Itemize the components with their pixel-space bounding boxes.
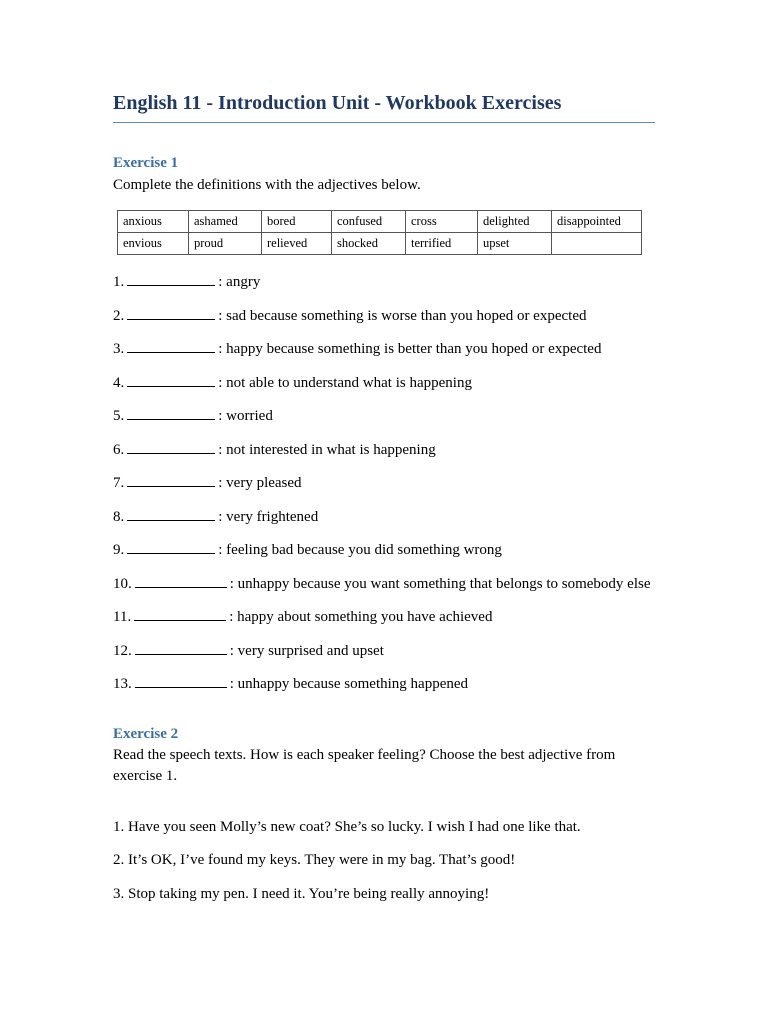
word-bank-cell: shocked — [332, 233, 406, 255]
word-bank-empty-cell — [552, 233, 642, 255]
page-title: English 11 - Introduction Unit - Workbook Exercises — [113, 92, 655, 123]
word-bank-cell: confused — [332, 211, 406, 233]
word-bank-cell: delighted — [478, 211, 552, 233]
word-bank-cell: cross — [406, 211, 478, 233]
definition-text: : unhappy because you want something that belongs to somebody else — [229, 575, 651, 592]
answer-blank[interactable] — [127, 407, 215, 420]
exercise2-instruction: Read the speech texts. How is each speaker feeling? Choose the best adjective from exercise 1. — [113, 747, 616, 784]
definition-item — [113, 608, 492, 626]
definition-text: : very frightened — [218, 508, 319, 525]
word-bank-row — [118, 211, 642, 233]
word-bank-cell: envious — [118, 233, 189, 255]
answer-blank[interactable] — [127, 374, 215, 387]
definition-text: : worried — [218, 408, 273, 424]
definition-item — [113, 374, 472, 392]
definition-item — [113, 508, 318, 526]
answer-blank[interactable] — [127, 273, 215, 286]
definition-text: : happy because something is better than you hoped or expected — [218, 341, 602, 357]
answer-blank[interactable] — [135, 642, 227, 655]
word-bank-cell: ashamed — [189, 211, 262, 233]
definition-text: : feeling bad because you did something wrong — [218, 542, 502, 558]
definition-number: 6. — [113, 441, 125, 458]
word-bank-cell: bored — [262, 211, 332, 233]
speech-sentence: 3. Stop taking my pen. I need it. You’re being really annoying! — [113, 886, 490, 902]
word-bank-cell: disappointed — [552, 211, 642, 233]
definition-number: 12. — [113, 642, 132, 659]
definition-text: : not able to understand what is happening — [218, 374, 472, 391]
answer-blank[interactable] — [127, 307, 215, 320]
definition-number: 13. — [113, 676, 132, 692]
answer-blank[interactable] — [127, 441, 215, 454]
speech-sentence: 2. It’s OK, I’ve found my keys. They were in my bag. That’s good! — [113, 852, 516, 868]
definition-number: 8. — [113, 508, 125, 525]
speech-sentence: 1. Have you seen Molly’s new coat? She’s so lucky. I wish I had one like that. — [113, 819, 581, 835]
definition-number: 7. — [113, 475, 125, 491]
definition-item — [113, 441, 436, 459]
definition-item — [113, 273, 260, 291]
definition-text: : not interested in what is happening — [218, 441, 436, 458]
definition-text: : unhappy because something happened — [229, 676, 469, 692]
answer-blank[interactable] — [134, 608, 226, 621]
definition-number: 1. — [113, 274, 125, 290]
exercise1-heading: Exercise 1 — [113, 155, 179, 171]
answer-blank[interactable] — [127, 541, 215, 554]
definition-text: : very pleased — [218, 475, 302, 491]
word-bank-table — [117, 210, 642, 255]
definition-number: 2. — [113, 307, 125, 324]
definition-text: : very surprised and upset — [229, 642, 384, 659]
definition-text: : angry — [218, 274, 261, 290]
definition-number: 5. — [113, 408, 125, 424]
definition-text: : sad because something is worse than you hoped or expected — [218, 307, 587, 324]
definition-item — [113, 541, 502, 559]
answer-blank[interactable] — [127, 340, 215, 353]
word-bank-row — [118, 233, 642, 255]
exercise1-instruction: Complete the definitions with the adjectives below. — [113, 177, 421, 193]
definition-number: 10. — [113, 575, 132, 592]
definition-item — [113, 407, 273, 425]
definition-item — [113, 474, 302, 492]
word-bank-cell: terrified — [406, 233, 478, 255]
word-bank-cell: anxious — [118, 211, 189, 233]
answer-blank[interactable] — [135, 675, 227, 688]
definition-item — [113, 307, 586, 325]
definition-item — [113, 340, 601, 358]
answer-blank[interactable] — [127, 508, 215, 521]
answer-blank[interactable] — [135, 575, 227, 588]
definition-text: : happy about something you have achieved — [229, 609, 493, 625]
word-bank-cell: proud — [189, 233, 262, 255]
definition-number: 9. — [113, 542, 125, 558]
word-bank-cell: relieved — [262, 233, 332, 255]
definition-item — [113, 642, 384, 660]
exercise2-heading: Exercise 2 — [113, 726, 179, 742]
definition-number: 3. — [113, 341, 125, 357]
definition-item — [113, 575, 651, 593]
definition-item — [113, 675, 468, 693]
answer-blank[interactable] — [127, 474, 215, 487]
word-bank-cell: upset — [478, 233, 552, 255]
definition-number: 4. — [113, 374, 125, 391]
definition-number: 11. — [113, 609, 132, 625]
